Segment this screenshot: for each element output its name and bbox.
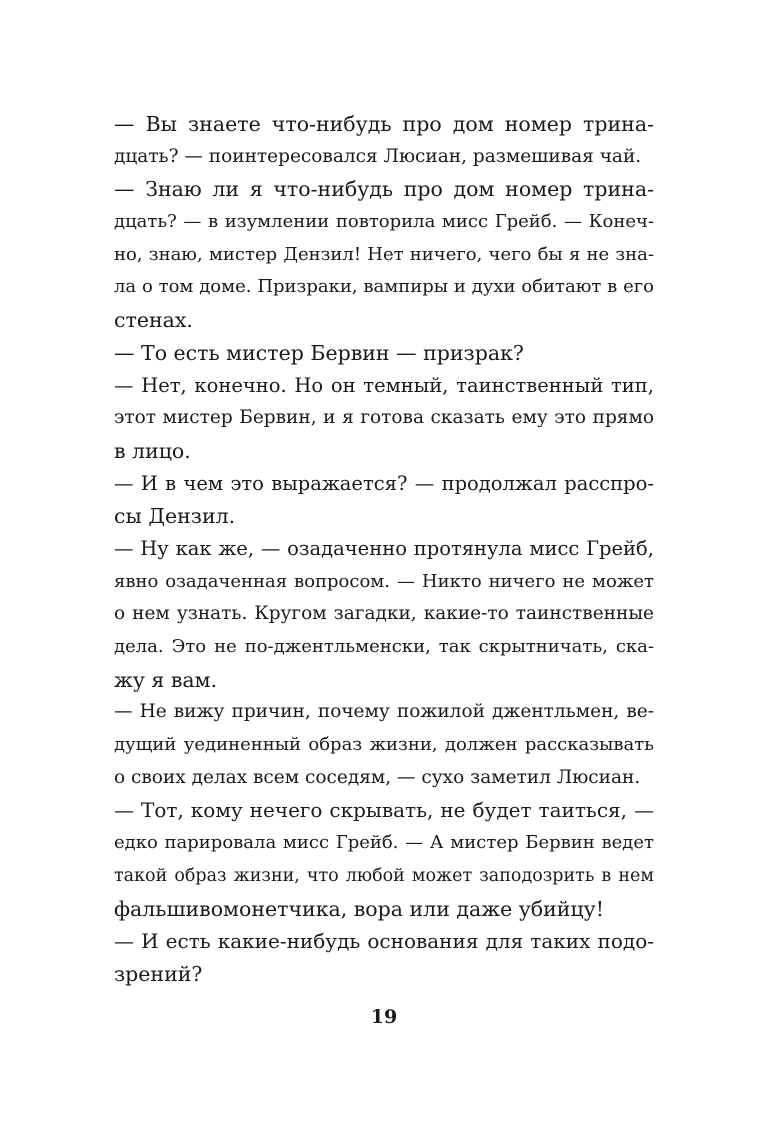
text-line: такой образ жизни, что любой может заподозрить в нем [114, 865, 654, 886]
text-line: едко парировала мисс Грейб. — А мистер Бервин ведет [114, 832, 654, 854]
text-line: — Нет, конечно. Но он темный, таинственный тип, [114, 373, 654, 397]
text-line: — Знаю ли я что-нибудь про дом номер трина- [114, 177, 654, 202]
text-line: о своих делах всем соседям, — сухо заметил Люсиан. [114, 766, 641, 788]
text-line: — Не вижу причин, почему пожилой джентльмен, ве- [114, 701, 654, 723]
text-line: жу я вам. [114, 667, 218, 692]
text-line: о нем узнать. Кругом загадки, какие-то таинственные [114, 603, 654, 625]
text-line: стенах. [114, 308, 193, 333]
text-line: — Тот, кому нечего скрывать, не будет таиться, — [114, 798, 654, 823]
text-line: — Ну как же, — озадаченно протянула мисс Грейб, [114, 536, 654, 560]
text-line: фальшивомонетчика, вора или даже убийцу! [114, 896, 604, 921]
text-line: сы Дензил. [114, 504, 236, 529]
text-line: — И в чем это выражается? — продолжал расспро- [114, 471, 654, 495]
text-line: дцать? — в изумлении повторила мисс Грейб. — Конеч- [114, 211, 654, 233]
text-line: дела. Это не по-джентльменски, так скрытничать, ска- [114, 636, 654, 657]
text-line: — И есть какие-нибудь основания для таких подо- [114, 929, 654, 954]
text-line: явно озадаченная вопросом. — Никто ничего не может [114, 570, 654, 592]
text-line: дущий уединенный образ жизни, должен рассказывать [114, 734, 654, 756]
text-line: — То есть мистер Бервин — призрак? [114, 340, 524, 365]
page-number: 19 [370, 1006, 398, 1028]
text-line: этот мистер Бервин, и я готова сказать ему это прямо [114, 407, 654, 429]
body-text [114, 108, 654, 991]
text-line: но, знаю, мистер Дензил! Нет ничего, чего бы я не зна- [114, 243, 654, 265]
text-line: ла о том доме. Призраки, вампиры и духи обитают в его [114, 276, 654, 298]
text-line: зрений? [114, 961, 203, 986]
text-line: дцать? — поинтересовался Люсиан, размешивая чай. [114, 145, 642, 167]
text-line: — Вы знаете что-нибудь про дом номер трина- [114, 112, 654, 136]
text-line: в лицо. [114, 438, 191, 463]
